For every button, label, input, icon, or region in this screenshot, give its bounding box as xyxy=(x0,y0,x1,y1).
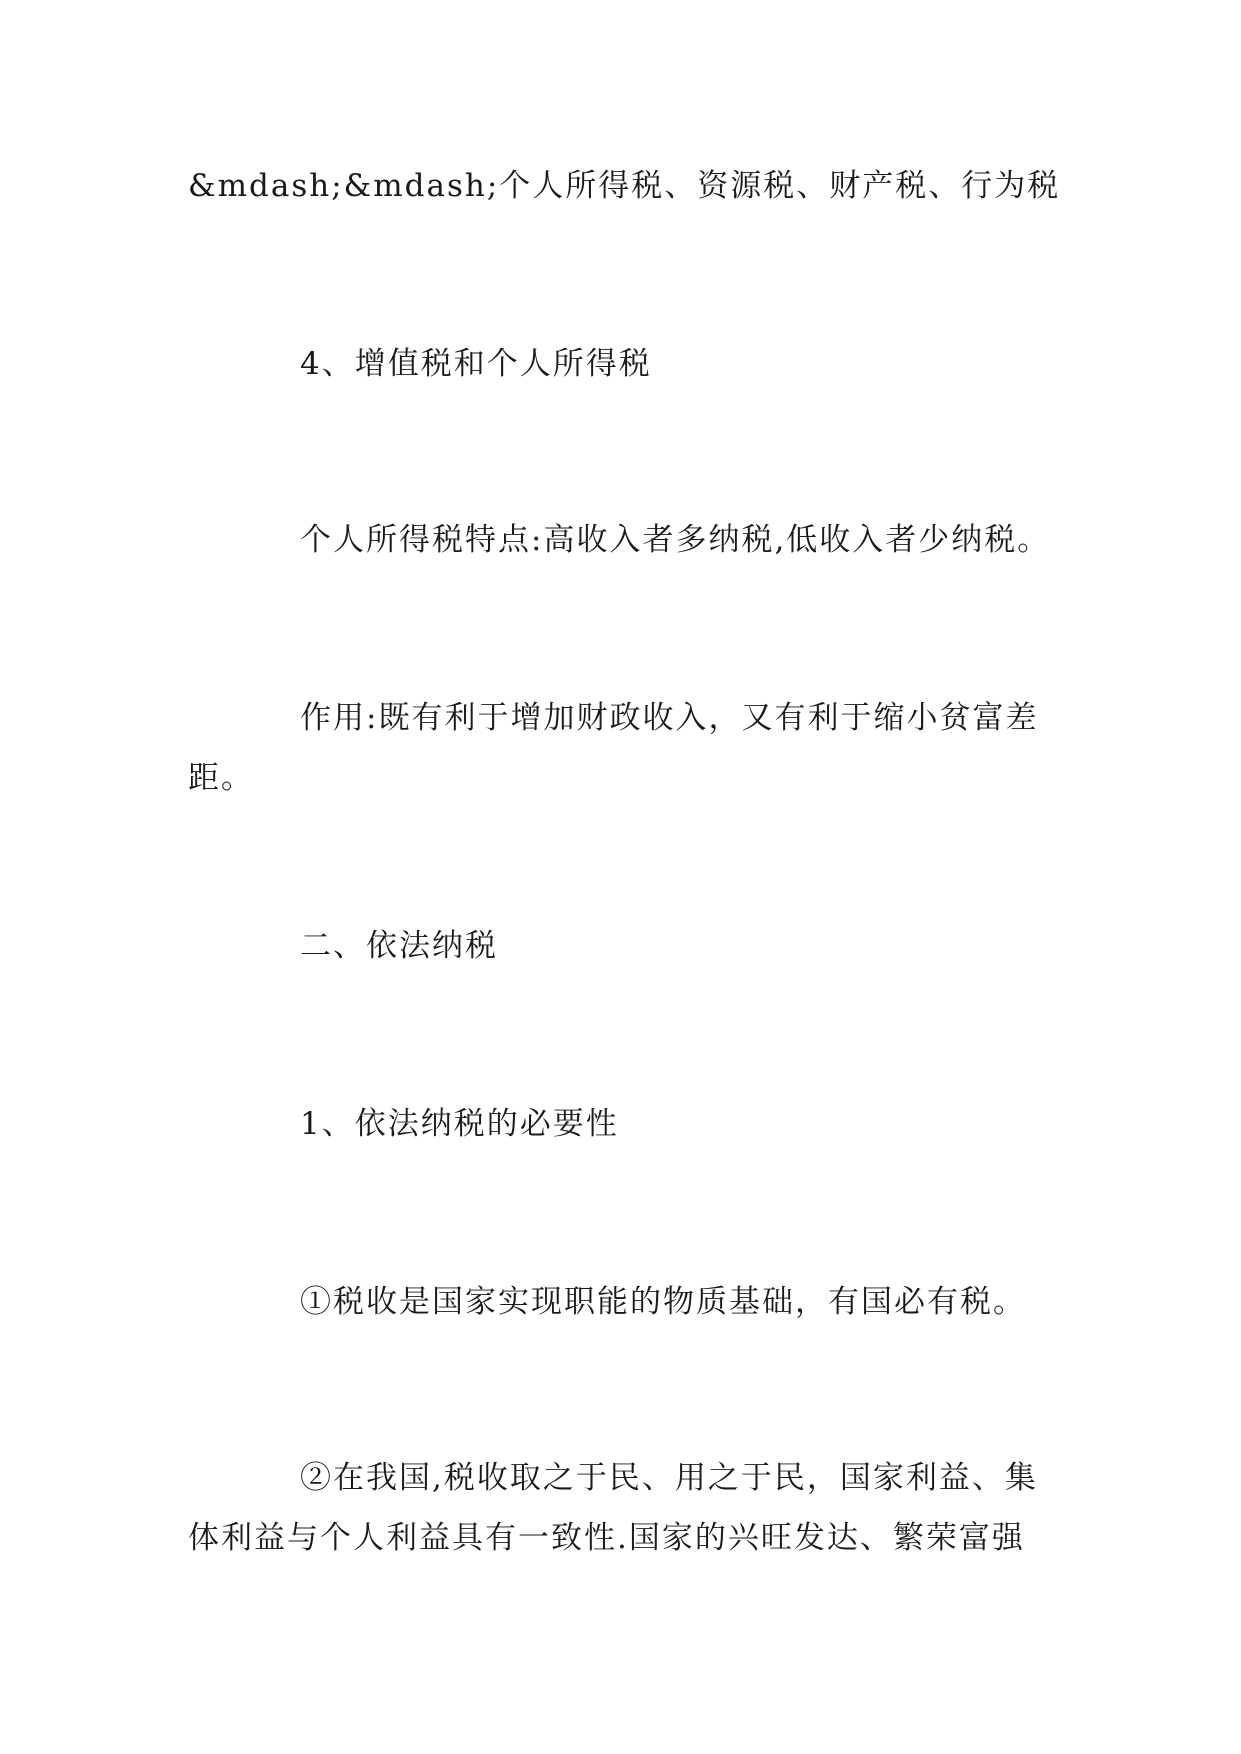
paragraph-point-2: ②在我国,税收取之于民、用之于民，国家利益、集体利益与个人利益具有一致性.国家的兴旺发达、繁荣富强 xyxy=(188,1460,1038,1556)
section-heading-pay-tax-by-law: 二、依法纳税 xyxy=(300,928,498,964)
paragraph-income-tax-role: 作用:既有利于增加财政收入，又有利于缩小贫富差距。 xyxy=(188,700,1039,796)
paragraph-point-1: ①税收是国家实现职能的物质基础，有国必有税。 xyxy=(300,1284,1026,1320)
subheading-necessity: 1、依法纳税的必要性 xyxy=(300,1106,619,1142)
paragraph-tax-types: &mdash;&mdash;个人所得税、资源税、财产税、行为税 xyxy=(188,168,1061,204)
heading-vat-and-income-tax: 4、增值税和个人所得税 xyxy=(300,346,652,382)
paragraph-income-tax-features: 个人所得税特点:高收入者多纳税,低收入者少纳税。 xyxy=(300,522,1051,558)
